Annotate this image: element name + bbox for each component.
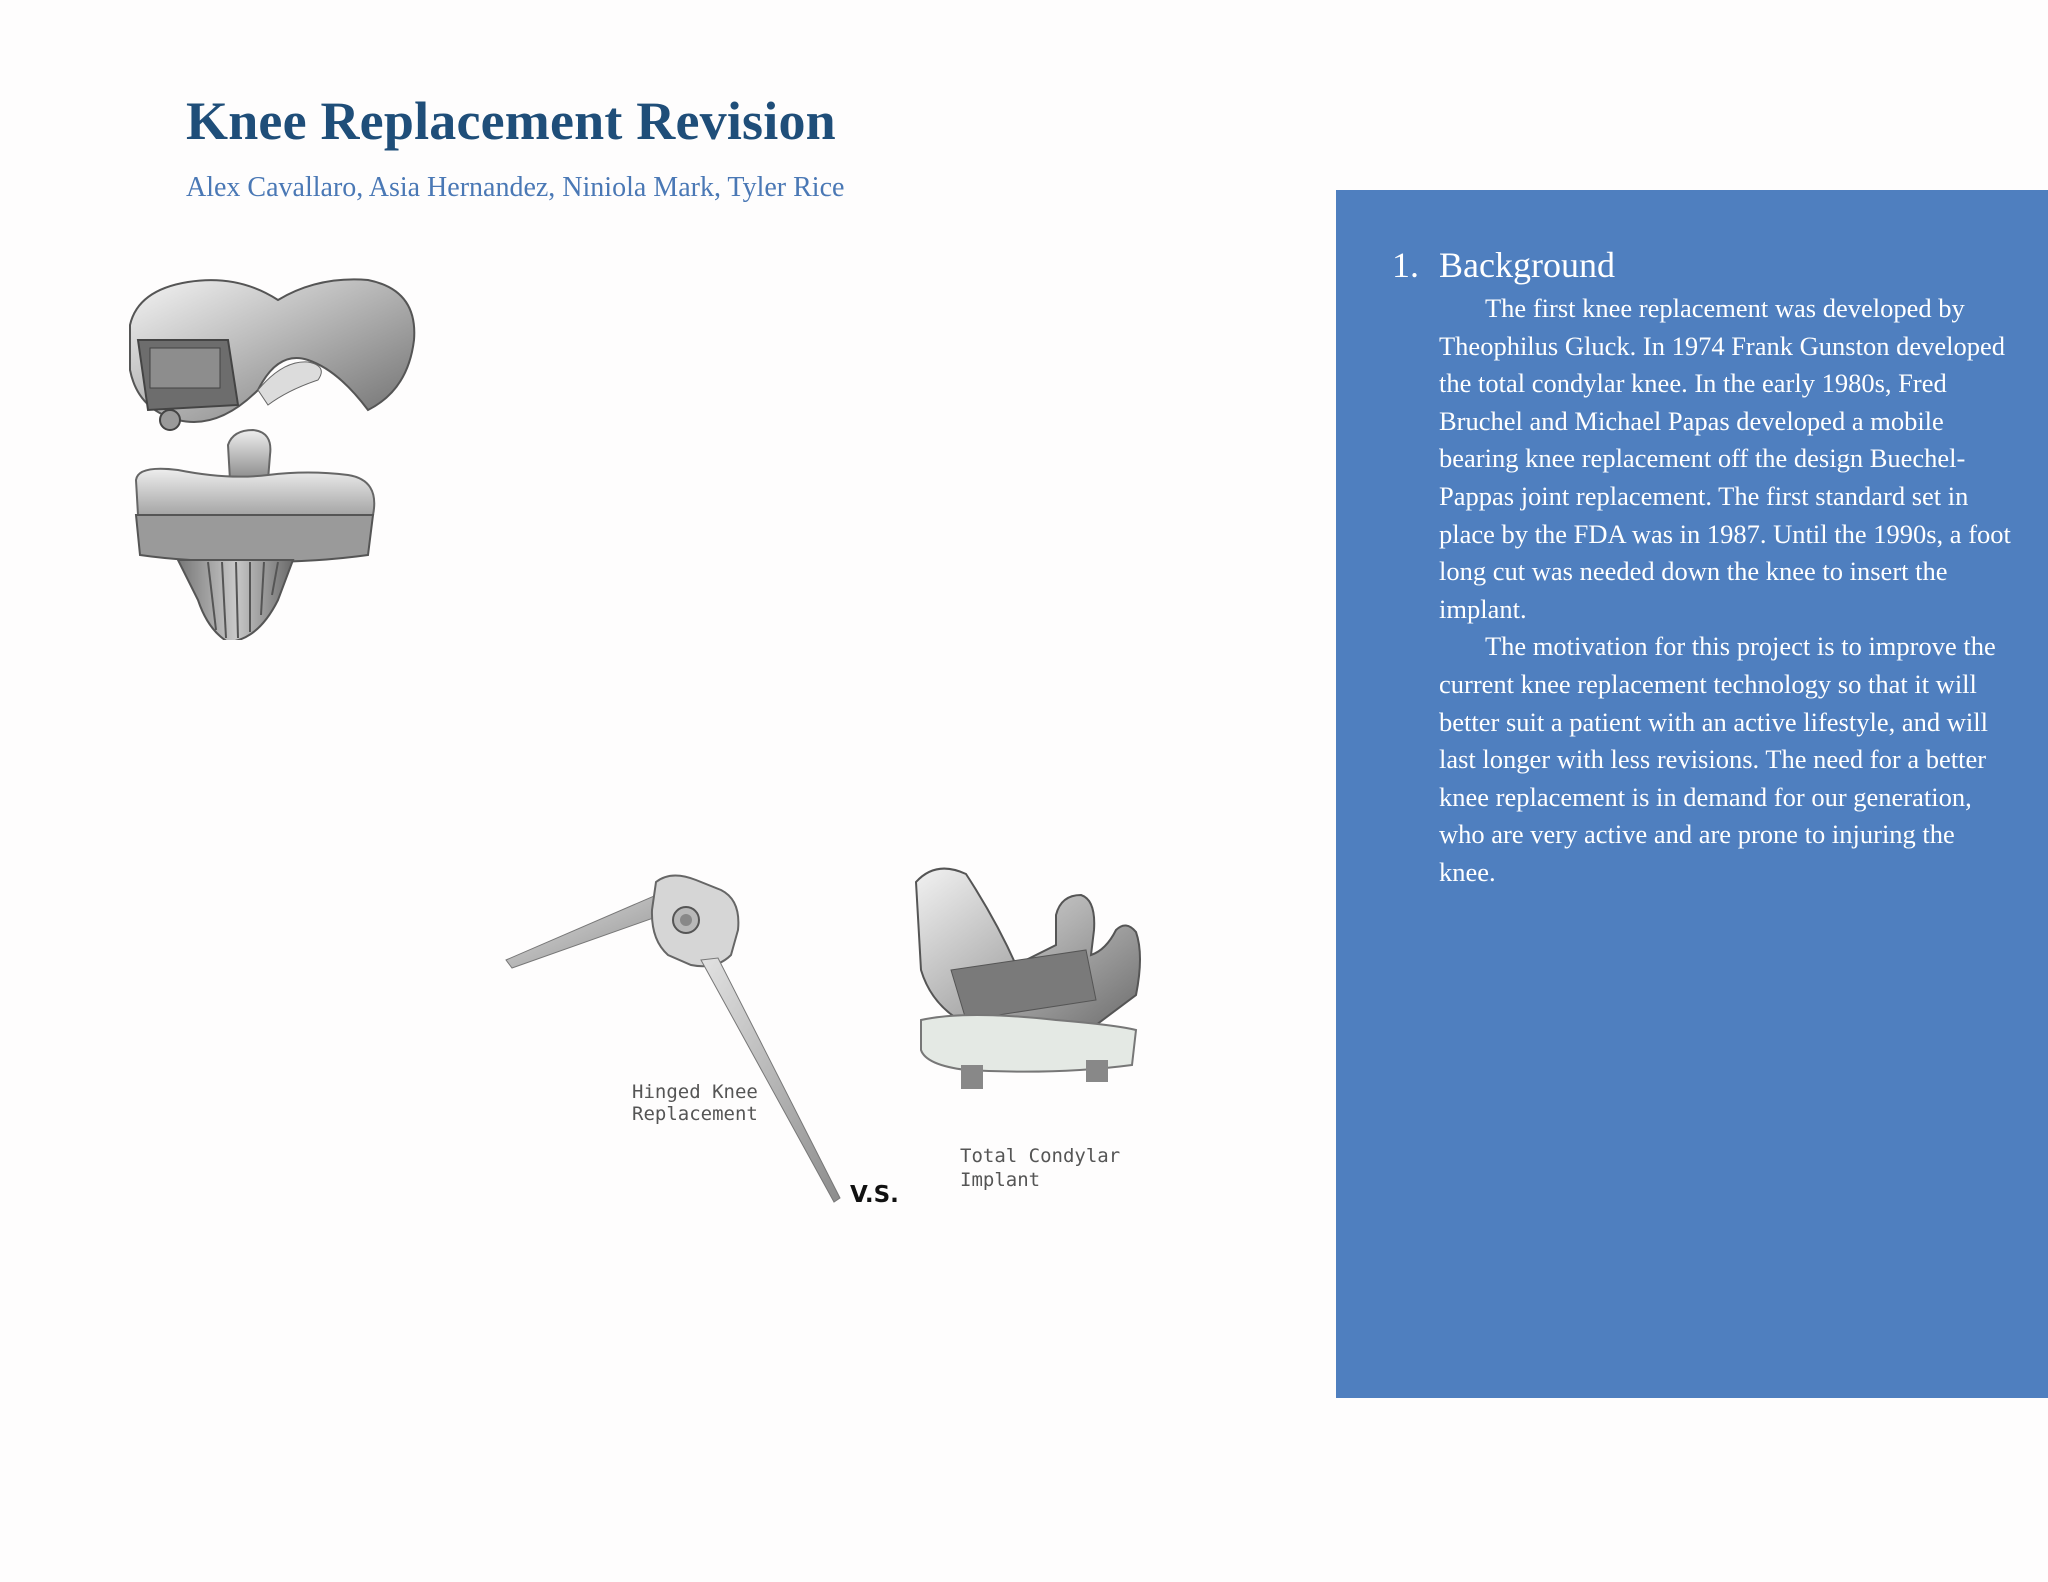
- implant-comparison-image: [496, 860, 1216, 1220]
- condylar-caption-line1: Total Condylar: [960, 1145, 1121, 1167]
- total-condylar-drawing: [916, 869, 1140, 1089]
- knee-implant-image: [118, 270, 428, 640]
- background-paragraph-2: The motivation for this project is to improve the current knee replacement technology so that it will better suit a patient with an active lifestyle, and will last longer with less revisions. The need for a better knee replacement is in demand for our generation, who are very active and are prone to injuring the knee.: [1439, 631, 1996, 887]
- background-paragraph-1: The first knee replacement was developed by Theophilus Gluck. In 1974 Frank Gunston developed the total condylar knee. In the early 1980s, Fred Bruchel and Michael Papas developed a mobile bearing knee replacement off the design Buechel-Pappas joint replacement. The first standard set in place by the FDA was in 1987. Until the 1990s, a foot long cut was needed down the knee to insert the implant.: [1439, 293, 2011, 624]
- hinged-knee-drawing: [506, 875, 840, 1202]
- hinged-caption-line2: Replacement: [632, 1103, 758, 1125]
- vs-label: V.S.: [850, 1182, 899, 1208]
- authors-line: Alex Cavallaro, Asia Hernandez, Niniola Mark, Tyler Rice: [186, 172, 845, 203]
- condylar-caption-line2: Implant: [960, 1169, 1041, 1191]
- hinged-caption-line1: Hinged Knee: [632, 1081, 758, 1103]
- section-body: [1439, 290, 2014, 892]
- background-panel: [1336, 190, 2048, 1398]
- section-number: 1.: [1392, 245, 1419, 285]
- section-heading: Background: [1439, 245, 1615, 285]
- page-title: Knee Replacement Revision: [186, 91, 836, 151]
